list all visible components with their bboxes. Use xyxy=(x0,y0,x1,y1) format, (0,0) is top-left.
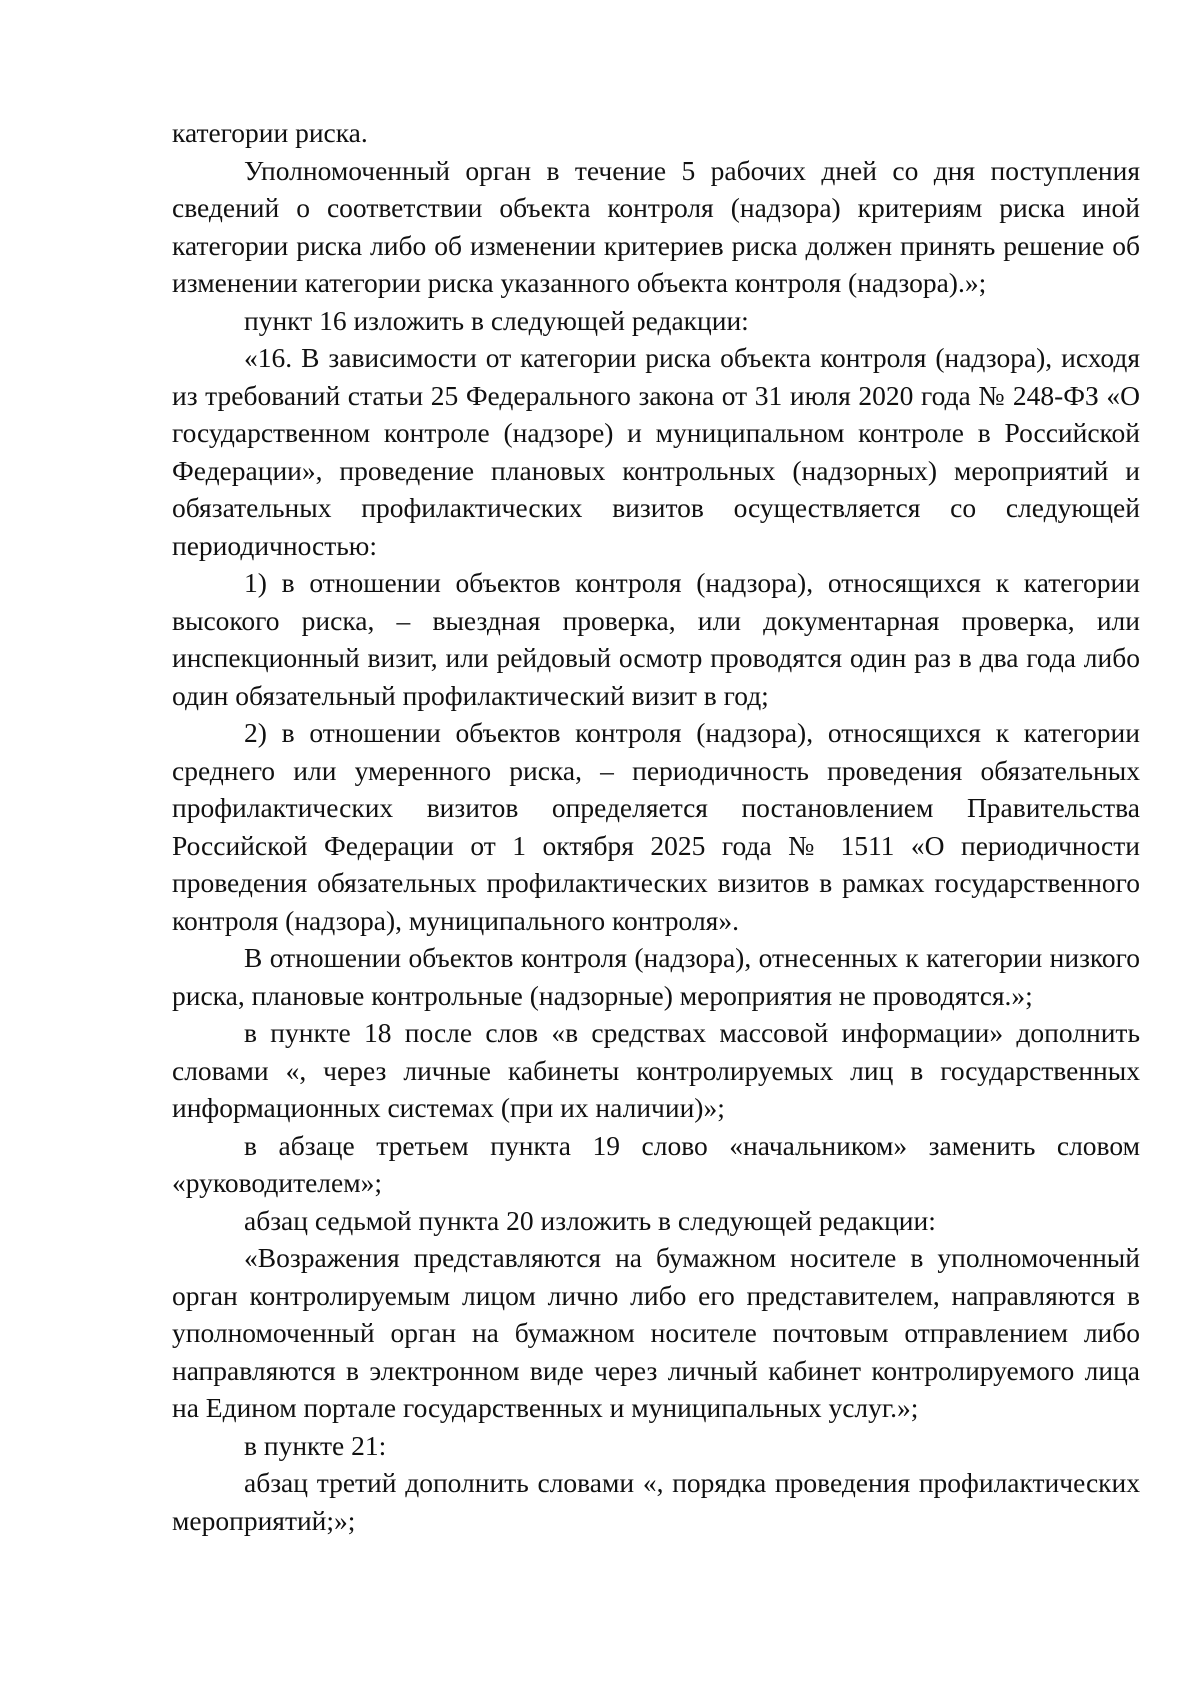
paragraph-point-16-intro: пункт 16 изложить в следующей редакции: xyxy=(244,304,749,336)
paragraph-point-16-text: «16. В зависимости от категории риска объекта контроля (надзора), исходя из требований статьи 25 Федерального закона от 31 июля 2020 года № 248-ФЗ «О государственном контроле (надзоре) и муниципальном контроле в Российской Федерации», проведение плановых контрольных (надзорных) мероприятий и обязательных профилактических визитов осуществляется со следующей периодичностью: xyxy=(172,342,1140,561)
paragraph-point-18: в пункте 18 после слов «в средствах массовой информации» дополнить словами «, через личные кабинеты контролируемых лиц в государственных информационных системах (при их наличии)»; xyxy=(172,1017,1140,1123)
paragraph-low-risk: В отношении объектов контроля (надзора), отнесенных к категории низкого риска, плановые контрольные (надзорные) мероприятия не проводятся.»; xyxy=(172,942,1140,1011)
paragraph-point-19: в абзаце третьем пункта 19 слово «начальником» заменить словом «руководителем»; xyxy=(172,1129,1140,1198)
paragraph-risk-category-change: Уполномоченный орган в течение 5 рабочих дней со дня поступления сведений о соответствии объекта контроля (надзора) критериям риска иной категории риска либо об изменении критериев риска должен принять решение об изменении категории риска указанного объекта контроля (надзора).»; xyxy=(172,154,1140,298)
document-body xyxy=(172,114,1140,1539)
paragraph-point-20-intro: абзац седьмой пункта 20 изложить в следующей редакции: xyxy=(244,1204,936,1236)
paragraph-medium-risk: 2) в отношении объектов контроля (надзора), относящихся к категории среднего или умеренного риска, – периодичность проведения обязательных профилактических визитов определяется постановлением Правительства Российской Федерации от 1 октября 2025 года № 1511 «О периодичности проведения обязательных профилактических визитов в рамках государственного контроля (надзора), муниципального контроля». xyxy=(172,717,1140,936)
paragraph-point-21-intro: в пункте 21: xyxy=(244,1429,387,1461)
paragraph-point-21-text: абзац третий дополнить словами «, порядка проведения профилактических мероприятий;»; xyxy=(172,1467,1140,1536)
paragraph-high-risk: 1) в отношении объектов контроля (надзора), относящихся к категории высокого риска, – выездная проверка, или документарная проверка, или инспекционный визит, или рейдовый осмотр проводятся один раз в два года либо один обязательный профилактический визит в год; xyxy=(172,567,1140,711)
paragraph-continuation: категории риска. xyxy=(172,117,368,148)
paragraph-point-20-text: «Возражения представляются на бумажном носителе в уполномоченный орган контролируемым лицом лично либо его представителем, направляются в уполномоченный орган на бумажном носителе почтовым отправлением либо направляются в электронном виде через личный кабинет контролируемого лица на Едином портале государственных и муниципальных услуг.»; xyxy=(172,1242,1140,1423)
